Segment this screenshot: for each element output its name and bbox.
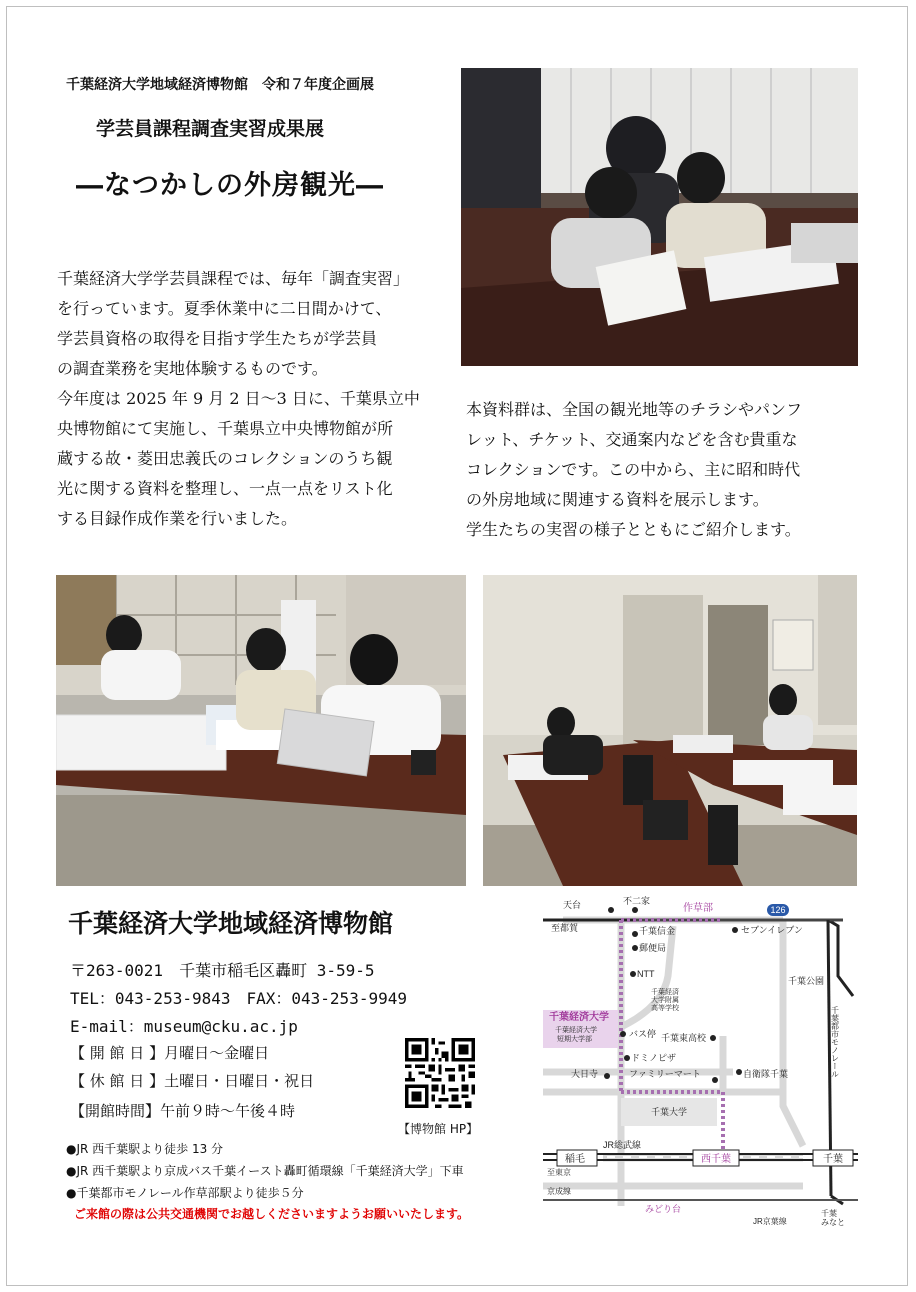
map-label-keisei: 京成線 xyxy=(547,1187,571,1196)
map-label-to-tokyo: 至東京 xyxy=(547,1168,571,1177)
map-label-college: 千葉経済大学 xyxy=(555,1027,597,1034)
map-station-midoridai: みどり台 xyxy=(645,1204,682,1214)
exhibition-title: ―なつかしの外房観光― xyxy=(76,170,384,201)
map-label-bus-stop: バス停 xyxy=(629,1029,657,1039)
map-label-to-tsuga: 至都賀 xyxy=(551,923,579,933)
access-monorail: ●千葉都市モノレール作草部駅より徒歩５分 xyxy=(66,1186,304,1200)
museum-name: 千葉経済大学地域経済博物館 xyxy=(68,909,394,938)
intro-paragraph xyxy=(57,264,445,534)
map-label-univ: 千葉経済大学 xyxy=(549,1012,609,1023)
opening-hours: 【開館時間】午前９時～午後４時 xyxy=(70,1102,296,1120)
photo-students-laptop xyxy=(461,68,858,366)
collection-line: コレクションです。この中から、主に昭和時代 xyxy=(466,460,801,479)
intro-line: 学芸員資格の取得を目指す学生たちが学芸員 xyxy=(57,329,378,348)
photo-students-room xyxy=(483,575,857,886)
exhibition-subtitle: 学芸員課程調査実習成果展 xyxy=(96,118,325,140)
intro-line: 千葉経済大学学芸員課程では、毎年「調査実習」 xyxy=(57,269,410,288)
svg-text:大学附属: 大学附属 xyxy=(651,997,679,1004)
map-label-jieitai: 自衛隊千葉 xyxy=(743,1069,789,1079)
access-map xyxy=(543,896,858,1230)
qr-code-icon[interactable] xyxy=(405,1038,475,1108)
intro-line: 蔵する故・菱田忠義氏のコレクションのうち観 xyxy=(57,449,393,468)
exhibition-organizer: 千葉経済大学地域経済博物館 令和７年度企画展 xyxy=(66,77,374,93)
svg-text:みなと: みなと xyxy=(821,1218,845,1227)
map-label-post: 郵便局 xyxy=(639,943,667,953)
map-label-sobu: JR総武線 xyxy=(603,1140,641,1150)
access-bus: ●JR 西千葉駅より京成バス千葉イースト轟町循環線「千葉経済大学」下車 xyxy=(66,1164,464,1178)
svg-text:短期大学部: 短期大学部 xyxy=(557,1036,592,1043)
museum-email[interactable]: E-mail：museum@cku.ac.jp xyxy=(70,1017,298,1036)
map-label-sakusabe: 作草部 xyxy=(683,903,713,914)
map-label-funiya: 不二家 xyxy=(623,896,651,906)
closed-days: 【 休 館 日 】土曜日・日曜日・祝日 xyxy=(70,1072,315,1090)
map-label-chiba-shinkin: 千葉信金 xyxy=(639,926,676,936)
intro-line: 央博物館にて実施し、千葉県立中央博物館が所 xyxy=(57,419,394,438)
intro-line: を行っています。夏季休業中に二日間かけて、 xyxy=(57,299,392,318)
map-label-keiyo: JR京葉線 xyxy=(753,1217,787,1226)
intro-line: する目録作成作業を行いました。 xyxy=(57,509,298,528)
map-label-monorail: 千葉都市モノレール xyxy=(830,1006,840,1078)
intro-line: 今年度は 2025 年 9 月 2 日～3 日に、千葉県立中 xyxy=(57,389,420,408)
map-label-higashi-hs: 千葉東高校 xyxy=(661,1033,707,1043)
qr-caption: 【博物館 HP】 xyxy=(398,1122,479,1136)
map-label-dominos: ドミノピザ xyxy=(631,1053,677,1063)
map-label-ntt: NTT xyxy=(637,969,655,979)
map-label-familymart: ファミリーマート xyxy=(629,1069,701,1079)
museum-address: 〒263-0021 千葉市稲毛区轟町 3-59-5 xyxy=(70,961,375,980)
map-label-dainichi: 大日寺 xyxy=(571,1069,599,1079)
intro-line: 光に関する資料を整理し、一点一点をリスト化 xyxy=(57,479,393,498)
map-station-nishichiba: 西千葉 xyxy=(701,1154,731,1165)
collection-line: 学生たちの実習の様子とともにご紹介します。 xyxy=(466,520,801,539)
map-station-inage: 稲毛 xyxy=(565,1154,585,1165)
collection-line: 本資料群は、全国の観光地等のチラシやパンフ xyxy=(466,400,803,419)
map-label-seven: セブンイレブン xyxy=(741,925,803,935)
svg-text:高等学校: 高等学校 xyxy=(651,1005,679,1012)
collection-paragraph xyxy=(466,395,858,545)
map-station-chiba: 千葉 xyxy=(823,1154,843,1165)
map-label-chiba-park: 千葉公園 xyxy=(788,976,825,986)
museum-tel-fax: TEL：043-253-9843 FAX：043-253-9949 xyxy=(70,989,407,1008)
collection-line: レット、チケット、交通案内などを含む貴重な xyxy=(466,430,798,449)
open-days: 【 開 館 日 】月曜日～金曜日 xyxy=(70,1044,270,1062)
photo-students-table xyxy=(56,575,466,886)
access-jr-walk: ●JR 西千葉駅より徒歩 13 分 xyxy=(66,1142,224,1156)
transport-warning: ご来館の際は公共交通機関でお越しくださいますようお願いいたします。 xyxy=(74,1207,470,1221)
collection-line: の外房地域に関連する資料を展示します。 xyxy=(466,490,769,509)
map-label-tendai: 天台 xyxy=(563,900,582,910)
map-label-chiba-univ: 千葉大学 xyxy=(651,1107,688,1117)
route-number: 126 xyxy=(770,905,786,915)
map-label-high-school: 千葉経済 xyxy=(651,989,679,996)
map-station-chiba-minato: 千葉 xyxy=(821,1209,837,1218)
intro-line: の調査業務を実地体験するものです。 xyxy=(57,359,328,378)
